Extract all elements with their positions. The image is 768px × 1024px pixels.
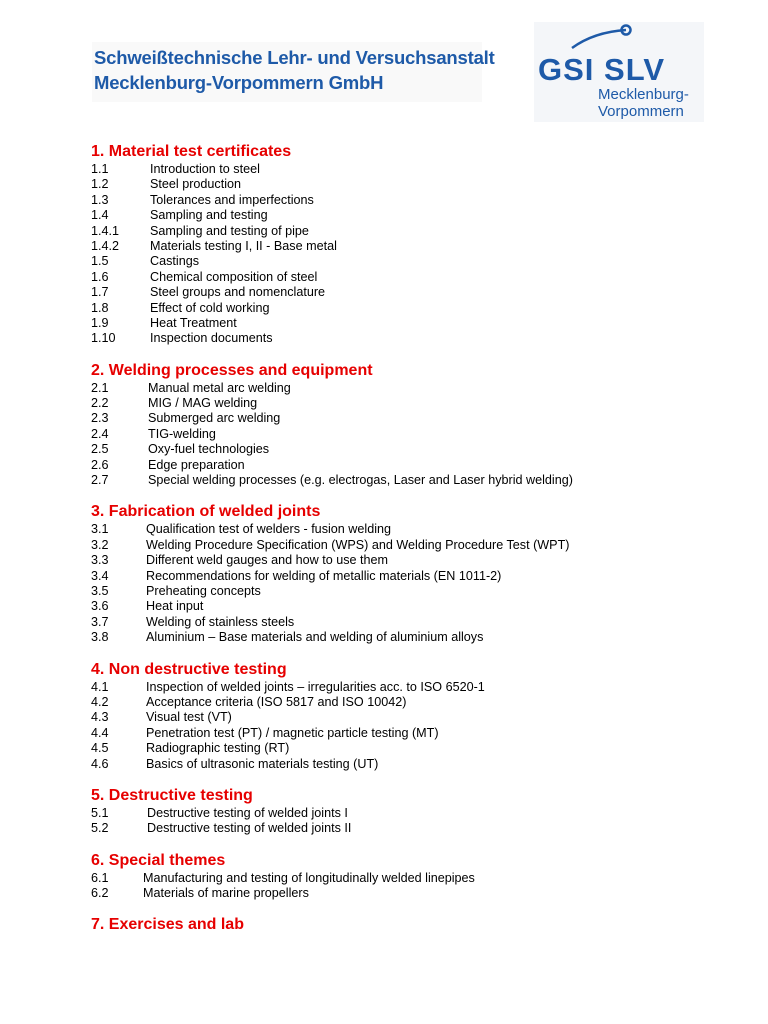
toc-section <box>91 502 751 645</box>
toc-item-number: 1.4.2 <box>91 238 120 253</box>
toc-item <box>91 396 751 411</box>
toc-item <box>91 162 751 177</box>
toc-item-number: 2.4 <box>91 426 109 441</box>
toc-item-title: Edge preparation <box>148 457 245 472</box>
toc-item-title: Destructive testing of welded joints II <box>147 821 352 836</box>
toc-item-number: 1.3 <box>91 192 109 207</box>
toc-item-number: 2.5 <box>91 442 109 457</box>
document-header <box>0 0 768 125</box>
toc-item-number: 4.3 <box>91 710 109 725</box>
toc-item-title: Visual test (VT) <box>146 710 232 725</box>
toc-item-title: Penetration test (PT) / magnetic particle testing (MT) <box>146 725 439 740</box>
toc-item-title: Acceptance criteria (ISO 5817 and ISO 10042) <box>146 694 407 709</box>
toc-item-title: Steel production <box>150 177 242 192</box>
section-heading: 7. Exercises and lab <box>91 916 244 934</box>
toc-item-title: Inspection of welded joints – irregularities acc. to ISO 6520-1 <box>146 679 485 694</box>
toc-item-title: Heat input <box>146 599 204 614</box>
organization-name <box>92 42 495 102</box>
organization-name-line-2: Mecklenburg-Vorpommern GmbH <box>94 72 384 93</box>
toc-item-title: Recommendations for welding of metallic materials (EN 1011-2) <box>146 568 502 583</box>
section-heading: 6. Special themes <box>91 851 226 869</box>
toc-item-number: 4.6 <box>91 756 109 771</box>
toc-item <box>91 411 751 426</box>
toc-section <box>91 142 751 347</box>
toc-item-title: TIG-welding <box>148 426 216 441</box>
toc-item-title: Different weld gauges and how to use them <box>146 553 388 568</box>
toc-item <box>91 427 751 442</box>
toc-item <box>91 584 751 599</box>
section-heading: 1. Material test certificates <box>91 143 292 160</box>
toc-item-title: Heat Treatment <box>150 315 237 330</box>
toc-item <box>91 630 751 645</box>
toc-item <box>91 569 751 584</box>
toc-section <box>91 786 751 837</box>
toc-item-number: 3.7 <box>91 614 109 629</box>
toc-section <box>91 851 751 902</box>
toc-item <box>91 553 751 568</box>
toc-section <box>91 915 751 935</box>
toc-item <box>91 821 751 836</box>
toc-item-title: Oxy-fuel technologies <box>148 442 270 457</box>
toc-item <box>91 193 751 208</box>
toc-section <box>91 361 751 489</box>
toc-item-title: Materials of marine propellers <box>143 886 309 901</box>
toc-item <box>91 316 751 331</box>
toc-item-number: 3.5 <box>91 583 109 598</box>
toc-item-number: 3.2 <box>91 537 109 552</box>
toc-item-number: 2.7 <box>91 473 109 488</box>
toc-item-title: Steel groups and nomenclature <box>150 285 326 300</box>
toc-item <box>91 710 751 725</box>
toc-item-title: Welding of stainless steels <box>146 614 295 629</box>
section-heading: 2. Welding processes and equipment <box>91 361 373 379</box>
toc-item-number: 2.2 <box>91 396 109 411</box>
toc-item-number: 6.2 <box>91 886 109 901</box>
toc-item-number: 2.1 <box>91 380 109 395</box>
toc-item <box>91 871 751 886</box>
table-of-contents <box>91 142 751 949</box>
toc-item-title: Chemical composition of steel <box>150 269 318 284</box>
toc-item-title: Tolerances and imperfections <box>150 192 314 207</box>
toc-item <box>91 599 751 614</box>
toc-item-title: Radiographic testing (RT) <box>146 741 290 756</box>
toc-item <box>91 331 751 346</box>
toc-item <box>91 473 751 488</box>
section-heading: 3. Fabrication of welded joints <box>91 503 321 521</box>
toc-item-number: 1.5 <box>91 254 109 269</box>
toc-item <box>91 695 751 710</box>
toc-item-title: MIG / MAG welding <box>148 396 258 411</box>
toc-item-title: Inspection documents <box>150 331 273 346</box>
toc-item-number: 6.1 <box>91 870 109 885</box>
toc-item-number: 3.1 <box>91 522 109 537</box>
toc-item <box>91 806 751 821</box>
toc-item-title: Qualification test of welders - fusion welding <box>146 522 392 537</box>
toc-item <box>91 680 751 695</box>
toc-item <box>91 254 751 269</box>
toc-item-title: Submerged arc welding <box>148 411 281 426</box>
toc-item-number: 1.1 <box>91 162 109 176</box>
toc-item-number: 5.1 <box>91 805 109 820</box>
toc-item-title: Effect of cold working <box>150 300 270 315</box>
gsi-slv-logo <box>534 22 704 122</box>
toc-item-number: 1.10 <box>91 331 116 346</box>
toc-item-number: 3.6 <box>91 599 109 614</box>
toc-item-title: Castings <box>150 254 199 269</box>
toc-item-number: 3.3 <box>91 553 109 568</box>
logo-subtitle-line-1: Mecklenburg- <box>598 86 689 103</box>
toc-item <box>91 886 751 901</box>
toc-item <box>91 301 751 316</box>
logo-subtitle-line-2: Vorpommern <box>598 103 684 120</box>
toc-item <box>91 458 751 473</box>
toc-item-number: 3.4 <box>91 568 109 583</box>
toc-item <box>91 381 751 396</box>
toc-item <box>91 757 751 772</box>
toc-item <box>91 224 751 239</box>
toc-item-title: Preheating concepts <box>146 583 261 598</box>
toc-item-number: 1.9 <box>91 315 109 330</box>
toc-item-number: 1.7 <box>91 285 109 300</box>
toc-item <box>91 538 751 553</box>
toc-item-number: 1.4 <box>91 208 109 223</box>
toc-item-title: Sampling and testing of pipe <box>150 223 309 238</box>
section-heading: 5. Destructive testing <box>91 786 253 804</box>
toc-item-number: 1.6 <box>91 269 109 284</box>
toc-item-number: 5.2 <box>91 821 109 836</box>
toc-item-title: Materials testing I, II - Base metal <box>150 238 337 253</box>
toc-item-title: Sampling and testing <box>150 208 268 223</box>
toc-section <box>91 660 751 772</box>
toc-item <box>91 285 751 300</box>
toc-item-title: Special welding processes (e.g. electrogas, Laser and Laser hybrid welding) <box>148 473 573 488</box>
toc-item-number: 3.8 <box>91 630 109 645</box>
toc-item <box>91 522 751 537</box>
toc-item-title: Manual metal arc welding <box>148 380 291 395</box>
section-heading: 4. Non destructive testing <box>91 660 287 678</box>
organization-name-line-1: Schweißtechnische Lehr- und Versuchsanstalt <box>94 47 495 68</box>
toc-item <box>91 177 751 192</box>
logo-wordmark: GSI SLV <box>538 52 666 87</box>
toc-item-number: 4.5 <box>91 741 109 756</box>
toc-item <box>91 208 751 223</box>
toc-item-number: 4.2 <box>91 694 109 709</box>
toc-item <box>91 726 751 741</box>
toc-item-title: Destructive testing of welded joints I <box>147 805 348 820</box>
toc-item <box>91 270 751 285</box>
toc-item-title: Basics of ultrasonic materials testing (UT) <box>146 756 379 771</box>
toc-item-title: Aluminium – Base materials and welding of aluminium alloys <box>146 630 484 645</box>
toc-item-number: 1.8 <box>91 300 109 315</box>
toc-item-number: 2.3 <box>91 411 109 426</box>
toc-item-title: Introduction to steel <box>150 162 260 176</box>
toc-item <box>91 239 751 254</box>
toc-item <box>91 741 751 756</box>
toc-item <box>91 442 751 457</box>
toc-item-title: Manufacturing and testing of longitudinally welded linepipes <box>143 870 475 885</box>
toc-item-number: 2.6 <box>91 457 109 472</box>
toc-item-number: 4.1 <box>91 679 109 694</box>
toc-item <box>91 615 751 630</box>
toc-item-number: 4.4 <box>91 725 109 740</box>
toc-item-number: 1.2 <box>91 177 109 192</box>
toc-item-number: 1.4.1 <box>91 223 120 238</box>
toc-item-title: Welding Procedure Specification (WPS) and Welding Procedure Test (WPT) <box>146 537 570 552</box>
